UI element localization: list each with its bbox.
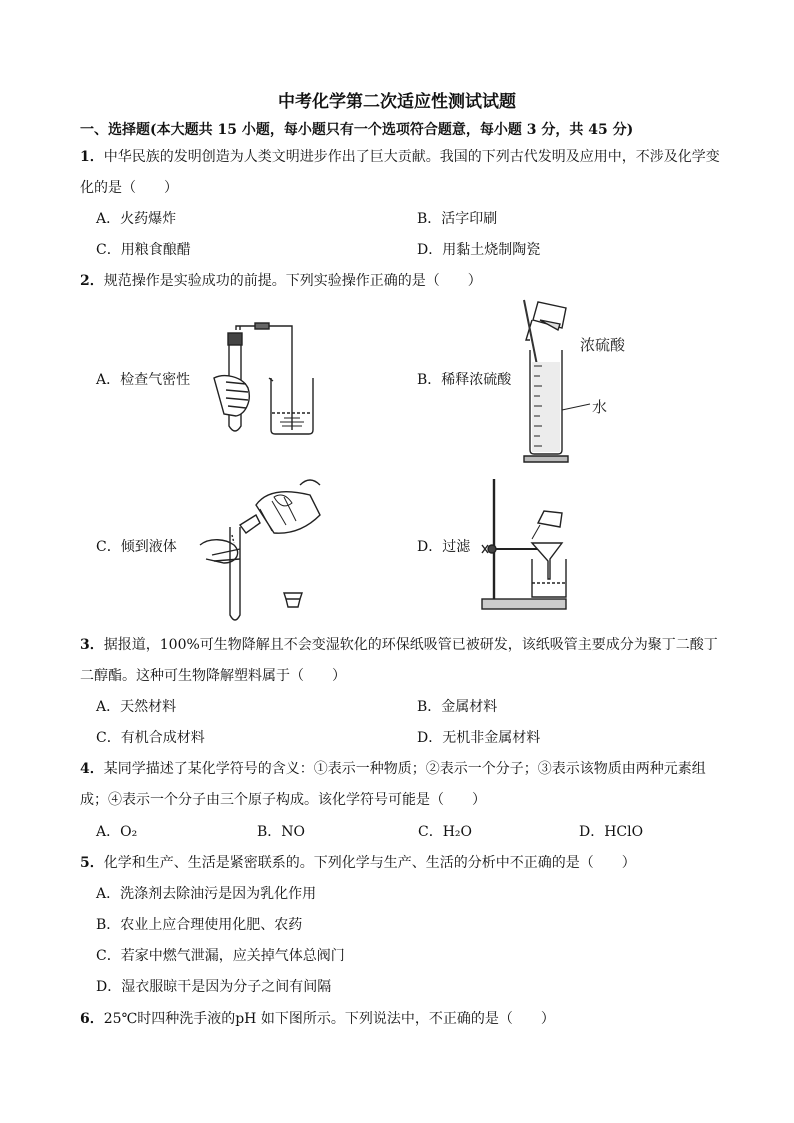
question-1-line2: 化的是（ ） — [80, 180, 178, 196]
question-text: 25℃时四种洗手液的pH 如下图所示。下列说法中，不正确的是（ ） — [103, 1011, 555, 1027]
question-6 — [80, 1008, 555, 1028]
option-a: A．火药爆炸 — [96, 211, 177, 227]
question-2 — [80, 270, 482, 290]
question-text: 化学和生产、生活是紧密联系的。下列化学与生产、生活的分析中不正确的是（ ） — [103, 855, 636, 871]
option-d: D．过滤 — [417, 539, 471, 555]
option-b: B．农业上应合理使用化肥、农药 — [96, 917, 303, 933]
option-d: D．湿衣服晾干是因为分子之间有间隔 — [96, 979, 332, 995]
question-5 — [80, 852, 636, 872]
pouring-liquid-figure — [200, 475, 330, 625]
option-b: B．活字印刷 — [417, 211, 498, 227]
option-a: A．天然材料 — [96, 699, 177, 715]
question-3-line2: 二醇酯。这种可生物降解塑料属于（ ） — [80, 668, 346, 684]
question-number: 2． — [80, 273, 104, 289]
question-text: 中华民族的发明创造为人类文明进步作出了巨大贡献。我国的下列古代发明及应用中，不涉及化学变 — [103, 149, 720, 165]
option-d: D．用黏土烧制陶瓷 — [417, 242, 541, 258]
option-d: D．HClO — [579, 824, 644, 840]
question-number: 4． — [80, 761, 104, 777]
question-text: 规范操作是实验成功的前提。下列实验操作正确的是（ ） — [103, 273, 482, 289]
option-a: A．检查气密性 — [96, 372, 191, 388]
question-4-line2: 成；④表示一个分子由三个原子构成。该化学符号可能是（ ） — [80, 792, 486, 808]
filtration-figure — [478, 475, 618, 615]
question-number: 6． — [80, 1011, 104, 1027]
question-4-line1 — [80, 758, 706, 778]
option-c: C．倾到液体 — [96, 539, 177, 555]
question-1-line1 — [80, 146, 720, 166]
water-label: 水 — [592, 398, 608, 416]
option-c: C．有机合成材料 — [96, 730, 205, 746]
question-number: 1． — [80, 149, 104, 165]
page-title: 中考化学第二次适应性测试试题 — [278, 92, 516, 112]
option-d: D．无机非金属材料 — [417, 730, 541, 746]
dilute-sulfuric-acid-figure — [510, 300, 650, 460]
question-3-line1 — [80, 634, 718, 654]
option-b: B．稀释浓硫酸 — [417, 372, 512, 388]
option-c: C．用粮食酿醋 — [96, 242, 191, 258]
option-a: A．洗涤剂去除油污是因为乳化作用 — [96, 886, 317, 902]
option-b: B．NO — [257, 824, 306, 840]
question-text: 据报道，100%可生物降解且不会变湿软化的环保纸吸管已被研发，该纸吸管主要成分为聚丁二酸丁 — [103, 637, 718, 653]
option-c: C．H₂O — [418, 824, 473, 840]
question-number: 3． — [80, 637, 104, 653]
section-heading: 一、选择题(本大题共 15 小题，每小题只有一个选项符合题意，每小题 3 分，共 45 分) — [80, 122, 634, 138]
sulfuric-acid-label: 浓硫酸 — [580, 336, 626, 354]
question-number: 5． — [80, 855, 104, 871]
airtightness-check-figure — [200, 318, 320, 458]
option-b: B．金属材料 — [417, 699, 498, 715]
question-text: 某同学描述了某化学符号的含义：①表示一种物质；②表示一个分子；③表示该物质由两种元素组 — [103, 761, 706, 777]
option-c: C．若家中燃气泄漏，应关掉气体总阀门 — [96, 948, 345, 964]
option-a: A．O₂ — [96, 824, 138, 840]
